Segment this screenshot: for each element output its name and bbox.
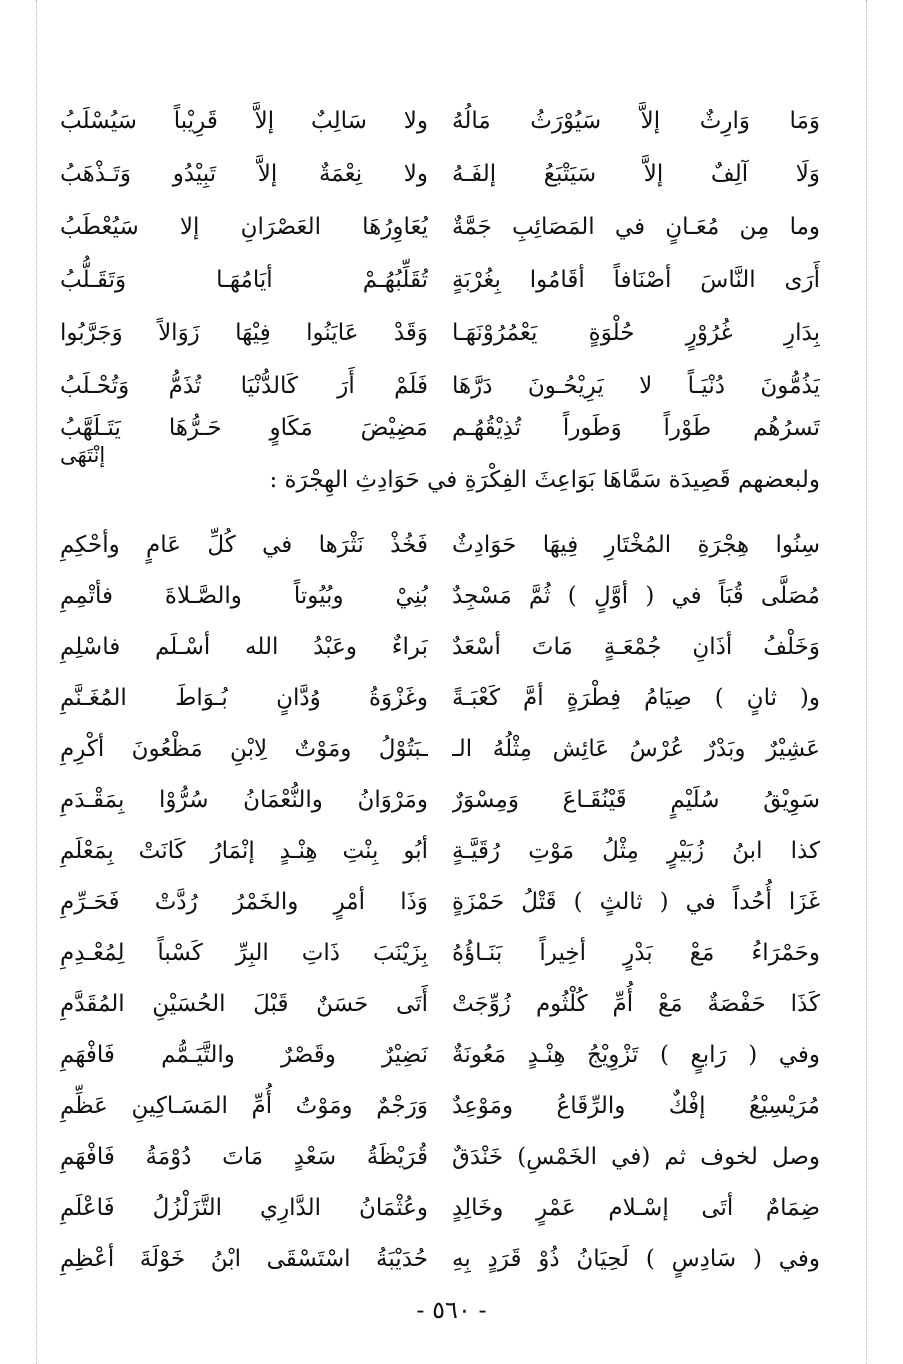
page-number: - ٥٦٠ - [416, 1296, 487, 1324]
verse-second-hemistich: قُرَيْظَةُ سَعْدٍ مَاتَ دُوْمَةُ فَافْهَمِ [60, 1144, 428, 1170]
verse-first-hemistich: وفي ( رَابعٍ ) تَزْوِيْجُ هِنْـدٍ مَعُونَةٌ [452, 1042, 820, 1068]
verse-second-hemistich: بِزَيْنَبَ ذَاتِ البِرِّ كَسْباً لِمُعْـدِمِ [60, 940, 428, 966]
verse-second-hemistich: وَرَجْمٌ ومَوْتُ أُمِّ المَسَـاكِينِ عَظِّمِ [60, 1093, 428, 1119]
verse-second-hemistich: وغَزْوَةُ وُدَّانٍ بُـوَاطَ المُغَـنَّمِ [60, 685, 428, 711]
verse-row [60, 1183, 820, 1233]
verse-second-hemistich: بَراءٌ وعَبْدُ الله أسْـلَم فاسْلِمِ [60, 634, 428, 660]
verse-first-hemistich: ضِمَامٌ أتَى إسْـلام عَمْرٍ وخَالِدٍ [452, 1195, 820, 1221]
left-margin-line [36, 0, 37, 1364]
verse-first-hemistich: وما مِن مُعَـانٍ في المَصَائِبِ جَمَّةٌ [452, 214, 820, 240]
verse-first-hemistich: أَرَى النَّاسَ أصْنَافاً أقَامُوا بِغُرْبَةٍ [452, 267, 820, 293]
verse-second-hemistich: تُقَلِّبُهُـمْ أيَامُهَـا وَتَقَـلُّبُ [60, 267, 428, 293]
verse-first-hemistich: سِنُوا هِجْرَةِ المُخْتَارِ فِيهَا حَوَادِثٌ [452, 532, 820, 558]
verse-second-hemistich: نَضِيْرٌ وقَصْرٌ والتَّيَـمُّم فَافْهَمِ [60, 1042, 428, 1068]
verse-row [60, 308, 820, 358]
verse-row [60, 928, 820, 978]
verse-first-hemistich: تَسرُهُم طَوْراً وَطَوراً تُذِيْقُهُـم [452, 415, 820, 441]
right-margin-line [866, 0, 867, 1364]
verse-first-hemistich: غَزَا أُحُداً في ( ثالثٍ ) قَتْلُ حَمْزَةٍ [452, 889, 820, 915]
verse-first-hemistich: وصل لخوف ثم (في الخَمْسِ) خَنْدَقٌ [452, 1144, 820, 1170]
verse-second-hemistich: ولا سَالِبٌ إلاَّ قَرِيْباً سَيُسْلَبُ [60, 108, 428, 134]
verse-first-hemistich: كَذَا حَفْصَةٌ مَعْ أُمِّ كُلْثُوم زُوِّجَتْ [452, 991, 820, 1017]
verse-second-hemistich: وَقَدْ عَايَنُوا فِيْهَا زَوَالاً وَجَرَّبُوا [60, 320, 428, 346]
verse-second-hemistich: أبُو بِنْتِ هِنْـدٍ إنْمَارُ كَانَتْ بِمَعْلَمِ [60, 838, 428, 864]
verse-second-hemistich: ولا نِعْمَةٌ إلاَّ تَبِيْدُو وَتَـذْهَبُ [60, 161, 428, 187]
verse-first-hemistich: وَخَلْفُ أذَانِ جُمْعَـةٍ مَاتَ أسْعَدٌ [452, 634, 820, 660]
verse-row [60, 571, 820, 621]
verse-first-hemistich: كذا ابنُ زُبَيْرٍ مِثْلُ مَوْتِ رُقَيَّـةٍ [452, 838, 820, 864]
verse-second-hemistich: حُدَيْبَةُ اسْتَسْقَى ابْنُ خَوْلَةَ أعْظِمِ [60, 1246, 428, 1272]
verse-row [60, 520, 820, 570]
verse-row [60, 1234, 820, 1284]
verse-second-hemistich: فَلَمْ أَرَ كَالدُّنْيَا تُذَمُّ وَتُحْـلَبُ [60, 373, 428, 399]
verse-second-hemistich: مَضِيْضَ مَكَاوٍ حَـرُّهَا يَتَـلَهَّبُ [60, 415, 428, 441]
verse-first-hemistich: سَوِيْقُ سُلَيْمٍ قَيْنُقَـاعَ وَمِسْوَرٌ [452, 787, 820, 813]
verse-row [60, 1081, 820, 1131]
verse-second-hemistich: يُعَاوِرُهَا العَصْرَانِ إلا سَيُعْطَبُ [60, 214, 428, 240]
verse-row [60, 826, 820, 876]
verse-row [60, 979, 820, 1029]
verse-row [60, 255, 820, 305]
poem-heading: ولبعضهم قَصِيدَة سَمَّاهَا بَوَاعِثَ الفِكْرَةِ في حَوَادِثِ الهِجْرَة : [269, 467, 820, 493]
verse-first-hemistich: وَمَا وَارِثٌ إلاَّ سَيُوْرَثُ مَالُهُ [452, 108, 820, 134]
verse-row [60, 96, 820, 146]
verse-row [60, 1030, 820, 1080]
verse-second-hemistich: وَذَا أمْرٍ والخَمْرُ رُدَّتْ فَحَـرِّمِ [60, 889, 428, 915]
verse-second-hemistich: أَتَى حَسَنٌ قَبْلَ الحُسَيْنِ المُقَدَّمِ [60, 991, 428, 1017]
verse-first-hemistich: عَشِيْرٌ وبَدْرٌ عُرْسُ عَائِش مِثْلُهُ الـ [452, 736, 820, 762]
end-note: إنْتَهَى [60, 443, 106, 467]
verse-second-hemistich: ومَرْوَانُ والنُّعْمَانُ سُرُّوْا بِمَقْـدَمِ [60, 787, 428, 813]
verse-second-hemistich: فَخُذْ نَثْرَها في كُلِّ عَامٍ وأحْكِمِ [60, 532, 428, 558]
verse-first-hemistich: يَذُمُّونَ دُنْيَـاً لا يَرِيْحُـونَ دَرَّهَا [452, 373, 820, 399]
verse-row [60, 1132, 820, 1182]
verse-second-hemistich: وعُثْمَانُ الدَّارِي التَّزَلْزُلُ فَاعْلَمِ [60, 1195, 428, 1221]
verse-first-hemistich: مُصَلَّى قُبَاً في ( أوَّلٍ ) ثُمَّ مَسْجِدٌ [452, 583, 820, 609]
verse-first-hemistich: وحَمْرَاءُ مَعْ بَدْرٍ أخِيراً بَنَـاؤُهُ [452, 940, 820, 966]
verse-first-hemistich: بِدَارِ غُرُوْرٍ حُلْوَةٍ يَعْمُرُوْنَهَـا [452, 320, 820, 346]
verse-row [60, 724, 820, 774]
verse-first-hemistich: مُرَيْسِيْعُ إفْكٌ والرِّقَاعُ ومَوْعِدٌ [452, 1093, 820, 1119]
verse-row [60, 202, 820, 252]
verse-first-hemistich: وَلَا آلِفٌ إلاَّ سَيَتْبَعُ إلفَـهُ [452, 161, 820, 187]
verse-first-hemistich: و( ثانٍ ) صِيَامُ فِطْرَةٍ أمَّ كَعْبَـةً [452, 685, 820, 711]
verse-second-hemistich: ـبَتُوْلُ ومَوْتٌ لِابْنِ مَظْعُونَ أكْرِمِ [60, 736, 428, 762]
verse-first-hemistich: وفي ( سَادِسٍ ) لَحِيَانُ ذُوْ قَرَدٍ بِهِ [452, 1246, 820, 1272]
verse-row [60, 622, 820, 672]
verse-row [60, 149, 820, 199]
verse-row [60, 775, 820, 825]
verse-second-hemistich: بُنِيْ وبُيُوتاً والصَّـلاةَ فأتْمِمِ [60, 583, 428, 609]
verse-row [60, 877, 820, 927]
verse-row [60, 673, 820, 723]
